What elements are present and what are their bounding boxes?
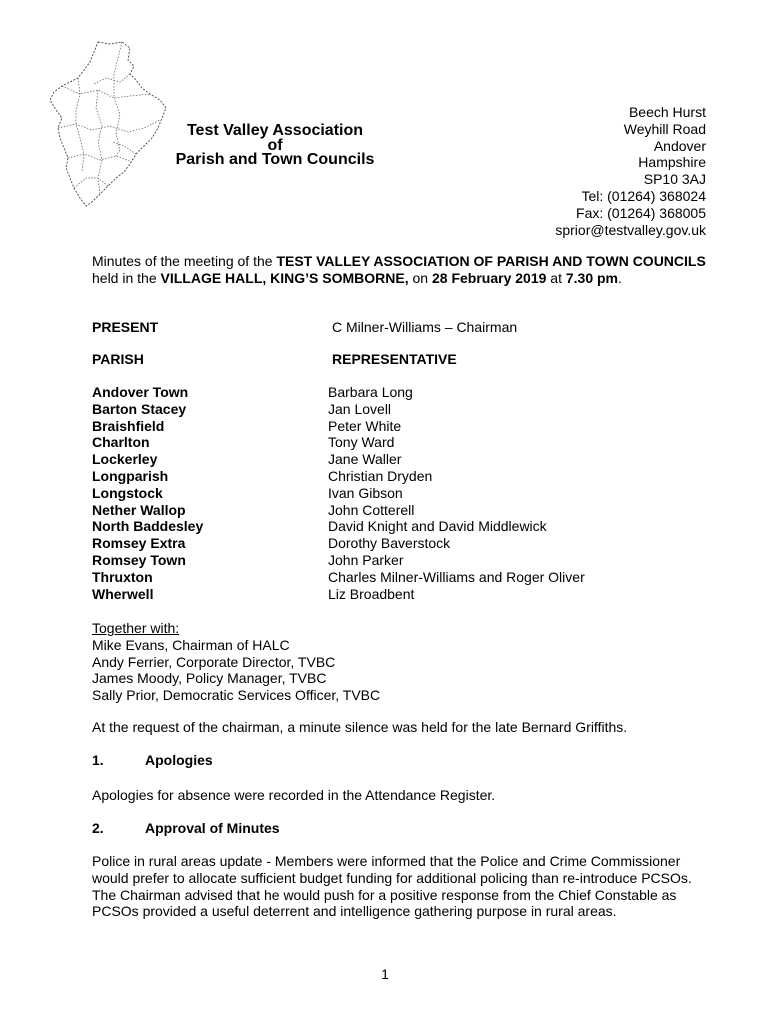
parish-column-header: PARISH bbox=[92, 351, 144, 367]
parish-row bbox=[92, 468, 585, 485]
together-with-label: Together with: bbox=[92, 620, 180, 636]
parish-name: Andover Town bbox=[92, 384, 189, 400]
parish-row bbox=[92, 569, 585, 586]
intro-time: 7.30 pm bbox=[565, 269, 618, 286]
parish-representative: Barbara Long bbox=[328, 384, 413, 400]
apologies-text: Apologies for absence were recorded in the Attendance Register. bbox=[92, 787, 496, 803]
parish-representative: Jan Lovell bbox=[328, 400, 392, 417]
parish-name: Lockerley bbox=[92, 451, 158, 468]
intro-text: held in the bbox=[92, 269, 161, 286]
section-heading-apologies bbox=[92, 752, 213, 769]
representative-column-header: REPRESENTATIVE bbox=[332, 351, 457, 367]
organisation-title bbox=[160, 124, 390, 168]
parish-name: Romsey Town bbox=[92, 551, 186, 568]
address-line: Hampshire bbox=[638, 154, 706, 171]
parish-representative: John Parker bbox=[328, 551, 404, 568]
parish-row bbox=[92, 586, 585, 603]
address-phone: Tel: (01264) 368024 bbox=[581, 187, 706, 204]
address-line: SP10 3AJ bbox=[643, 171, 706, 188]
parish-representative: Charles Milner-Williams and Roger Oliver bbox=[328, 568, 585, 585]
address-line: Andover bbox=[653, 137, 706, 154]
parish-name: Longparish bbox=[92, 467, 169, 484]
approval-of-minutes-text: Police in rural areas update - Members were informed that the Police and Crime Commissioner would prefer to allocate sufficient budget funding for additional policing than re-introduce PCSOs. The Chairman advised that he would push for a positive response from the Chief Constable as PCSOs provided a useful deterrent and intelligence gathering purpose in rural areas. bbox=[92, 853, 692, 920]
org-title-line1: Test Valley Association bbox=[186, 122, 364, 139]
intro-text: Minutes of the meeting of the bbox=[92, 253, 277, 269]
silence-note: At the request of the chairman, a minute silence was held for the late Bernard Griffiths. bbox=[92, 719, 628, 735]
intro-text: on bbox=[408, 269, 432, 286]
parish-row bbox=[92, 434, 585, 451]
section-title: Apologies bbox=[145, 752, 213, 768]
parish-representative: Liz Broadbent bbox=[328, 585, 415, 602]
parish-name: Charlton bbox=[92, 434, 150, 451]
org-title-line3: Parish and Town Councils bbox=[175, 151, 375, 168]
intro-text: at bbox=[546, 269, 566, 286]
parish-row bbox=[92, 535, 585, 552]
parish-name: Wherwell bbox=[92, 585, 154, 602]
attendee: Andy Ferrier, Corporate Director, TVBC bbox=[92, 653, 336, 670]
section-title: Approval of Minutes bbox=[145, 820, 280, 836]
parish-row bbox=[92, 552, 585, 569]
parish-list bbox=[92, 384, 585, 602]
attendee: Sally Prior, Democratic Services Officer, TVBC bbox=[92, 687, 381, 704]
attendees-together-with bbox=[92, 620, 712, 704]
parish-row bbox=[92, 384, 585, 401]
parish-row bbox=[92, 401, 585, 418]
parish-representative: Dorothy Baverstock bbox=[328, 535, 451, 552]
intro-date: 28 February 2019 bbox=[431, 269, 547, 286]
page-number: 1 bbox=[381, 966, 389, 982]
parish-name: Romsey Extra bbox=[92, 535, 186, 552]
parish-name: North Baddesley bbox=[92, 518, 204, 535]
section-heading-approval-of-minutes bbox=[92, 820, 280, 837]
parish-name: Barton Stacey bbox=[92, 400, 187, 417]
parish-name: Braishfield bbox=[92, 417, 165, 434]
parish-representative: Peter White bbox=[328, 417, 402, 434]
section-number: 2. bbox=[92, 820, 104, 836]
parish-representative: John Cotterell bbox=[328, 501, 415, 518]
present-label: PRESENT bbox=[92, 319, 159, 335]
intro-venue: VILLAGE HALL, KING’S SOMBORNE, bbox=[160, 269, 409, 286]
address-line: Weyhill Road bbox=[623, 120, 706, 137]
attendee: James Moody, Policy Manager, TVBC bbox=[92, 670, 327, 687]
intro-organisation: TEST VALLEY ASSOCIATION OF PARISH AND TOWN COUNCILS bbox=[276, 253, 706, 269]
address-block bbox=[555, 104, 706, 238]
intro-text: . bbox=[618, 269, 622, 286]
present-value: C Milner-Williams – Chairman bbox=[332, 319, 518, 335]
section-number: 1. bbox=[92, 752, 104, 768]
parish-row bbox=[92, 518, 585, 535]
test-valley-map-logo bbox=[40, 38, 175, 210]
address-fax: Fax: (01264) 368005 bbox=[576, 204, 706, 221]
attendee: Mike Evans, Chairman of HALC bbox=[92, 636, 290, 653]
parish-name: Thruxton bbox=[92, 568, 153, 585]
org-title-line2: of bbox=[267, 136, 283, 154]
meeting-intro bbox=[92, 253, 712, 287]
address-email: sprior@testvalley.gov.uk bbox=[555, 221, 706, 238]
parish-representative: Ivan Gibson bbox=[328, 484, 403, 501]
parish-row bbox=[92, 502, 585, 519]
parish-row bbox=[92, 418, 585, 435]
parish-row bbox=[92, 451, 585, 468]
parish-representative: Tony Ward bbox=[328, 434, 395, 451]
parish-representative: Jane Waller bbox=[328, 451, 402, 468]
parish-name: Longstock bbox=[92, 484, 163, 501]
parish-representative: David Knight and David Middlewick bbox=[328, 518, 547, 535]
address-line: Beech Hurst bbox=[628, 104, 706, 120]
parish-representative: Christian Dryden bbox=[328, 467, 433, 484]
parish-row bbox=[92, 485, 585, 502]
parish-name: Nether Wallop bbox=[92, 501, 186, 518]
